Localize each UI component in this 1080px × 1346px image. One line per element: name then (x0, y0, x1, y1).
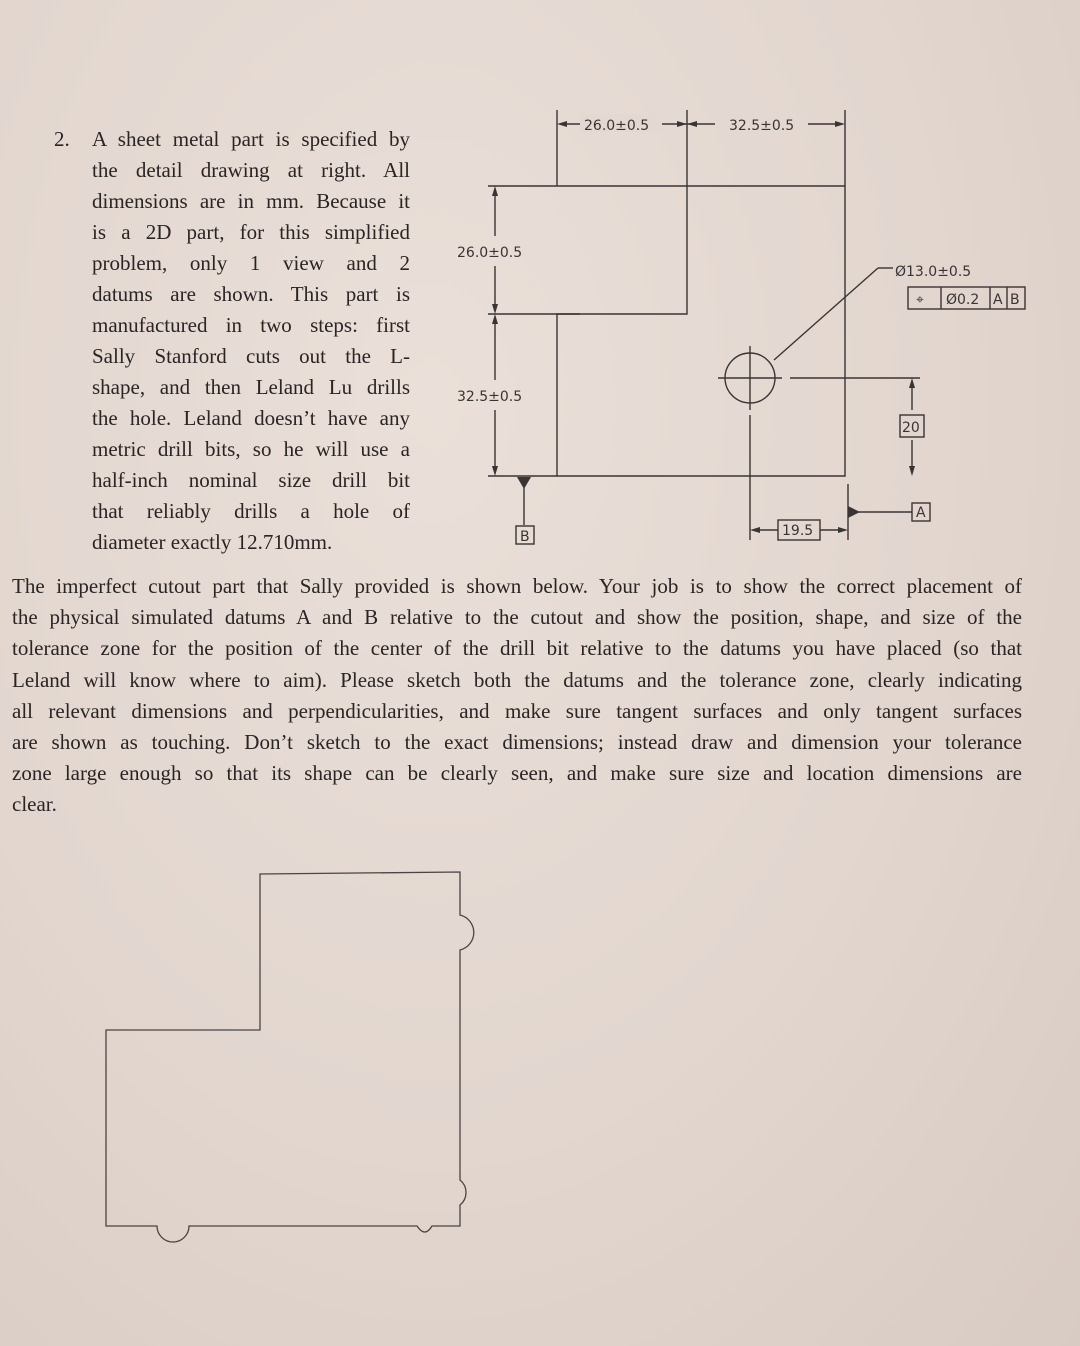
arrowhead (492, 304, 498, 314)
basic-dim-20: 20 (902, 420, 920, 436)
problem-line: Sally Stanford cuts out the L- (92, 344, 410, 368)
arrowhead (687, 121, 697, 127)
fcf-datum-b: B (1010, 292, 1020, 308)
arrowhead (838, 527, 848, 533)
problem-line: datums are shown. This part is (92, 282, 410, 306)
arrowhead (750, 527, 760, 533)
problem-line: manufactured in two steps: first (92, 313, 410, 337)
basic-dim-19-5: 19.5 (782, 523, 814, 539)
problem-line: dimensions are in mm. Because it (92, 189, 410, 213)
problem-line: the detail drawing at right. All (92, 158, 410, 182)
leader-line (774, 268, 878, 360)
problem-line: problem, only 1 view and 2 (92, 251, 410, 275)
instruction-line: are shown as touching. Don’t sketch to the exact dimensions; instead draw and dimension your tolerance (12, 730, 1022, 755)
dim-top-left: 26.0±0.5 (584, 118, 650, 134)
dim-left-upper: 26.0±0.5 (457, 245, 523, 261)
problem-line: A sheet metal part is specified by (92, 127, 410, 151)
dim-top-right: 32.5±0.5 (729, 118, 795, 134)
fcf-tolerance: Ø0.2 (946, 292, 980, 308)
problem-line: metric drill bits, so he will use a (92, 437, 410, 461)
cutout-sketch (106, 872, 474, 1242)
instruction-line: clear. (12, 792, 57, 817)
datum-triangle (848, 506, 860, 518)
fcf-datum-a: A (993, 292, 1003, 308)
datum-b-label: B (520, 529, 530, 545)
arrowhead (677, 121, 687, 127)
instruction-line: the physical simulated datums A and B relative to the cutout and show the position, shape, and size of the (12, 605, 1022, 630)
cutout-outline (106, 872, 474, 1242)
hole-diameter: Ø13.0±0.5 (895, 264, 972, 280)
arrowhead (909, 466, 915, 476)
problem-line: shape, and then Leland Lu drills (92, 375, 410, 399)
problem-number: 2. (54, 127, 70, 151)
problem-line: is a 2D part, for this simplified (92, 220, 410, 244)
problem-line: diameter exactly 12.710mm. (92, 530, 333, 554)
arrowhead (492, 466, 498, 476)
fcf-symbol: ⌖ (916, 292, 924, 308)
problem-line: half-inch nominal size drill bit (92, 468, 410, 492)
datum-triangle (517, 477, 531, 489)
arrowhead (492, 186, 498, 196)
dim-left-lower: 32.5±0.5 (457, 389, 523, 405)
arrowhead (557, 121, 567, 127)
arrowhead (835, 121, 845, 127)
arrowhead (909, 378, 915, 388)
instruction-line: Leland will know where to aim). Please sketch both the datums and the tolerance zone, clearly indicating (12, 667, 1022, 692)
part-outline (557, 186, 845, 476)
instruction-line: all relevant dimensions and perpendicularities, and make sure tangent surfaces and only tangent surfaces (12, 698, 1022, 723)
instructions (12, 571, 1022, 821)
instruction-line: The imperfect cutout part that Sally provided is shown below. Your job is to show the correct placement of (12, 574, 1022, 598)
datum-a-label: A (916, 505, 926, 521)
arrowhead (492, 314, 498, 324)
instruction-line: zone large enough so that its shape can be clearly seen, and make sure size and location dimensions are (12, 761, 1022, 786)
problem-line: that reliably drills a hole of (92, 499, 410, 523)
problem-line: the hole. Leland doesn’t have any (92, 406, 410, 430)
instruction-line: tolerance zone for the position of the center of the drill bit relative to the datums you have placed (so that (12, 636, 1022, 661)
